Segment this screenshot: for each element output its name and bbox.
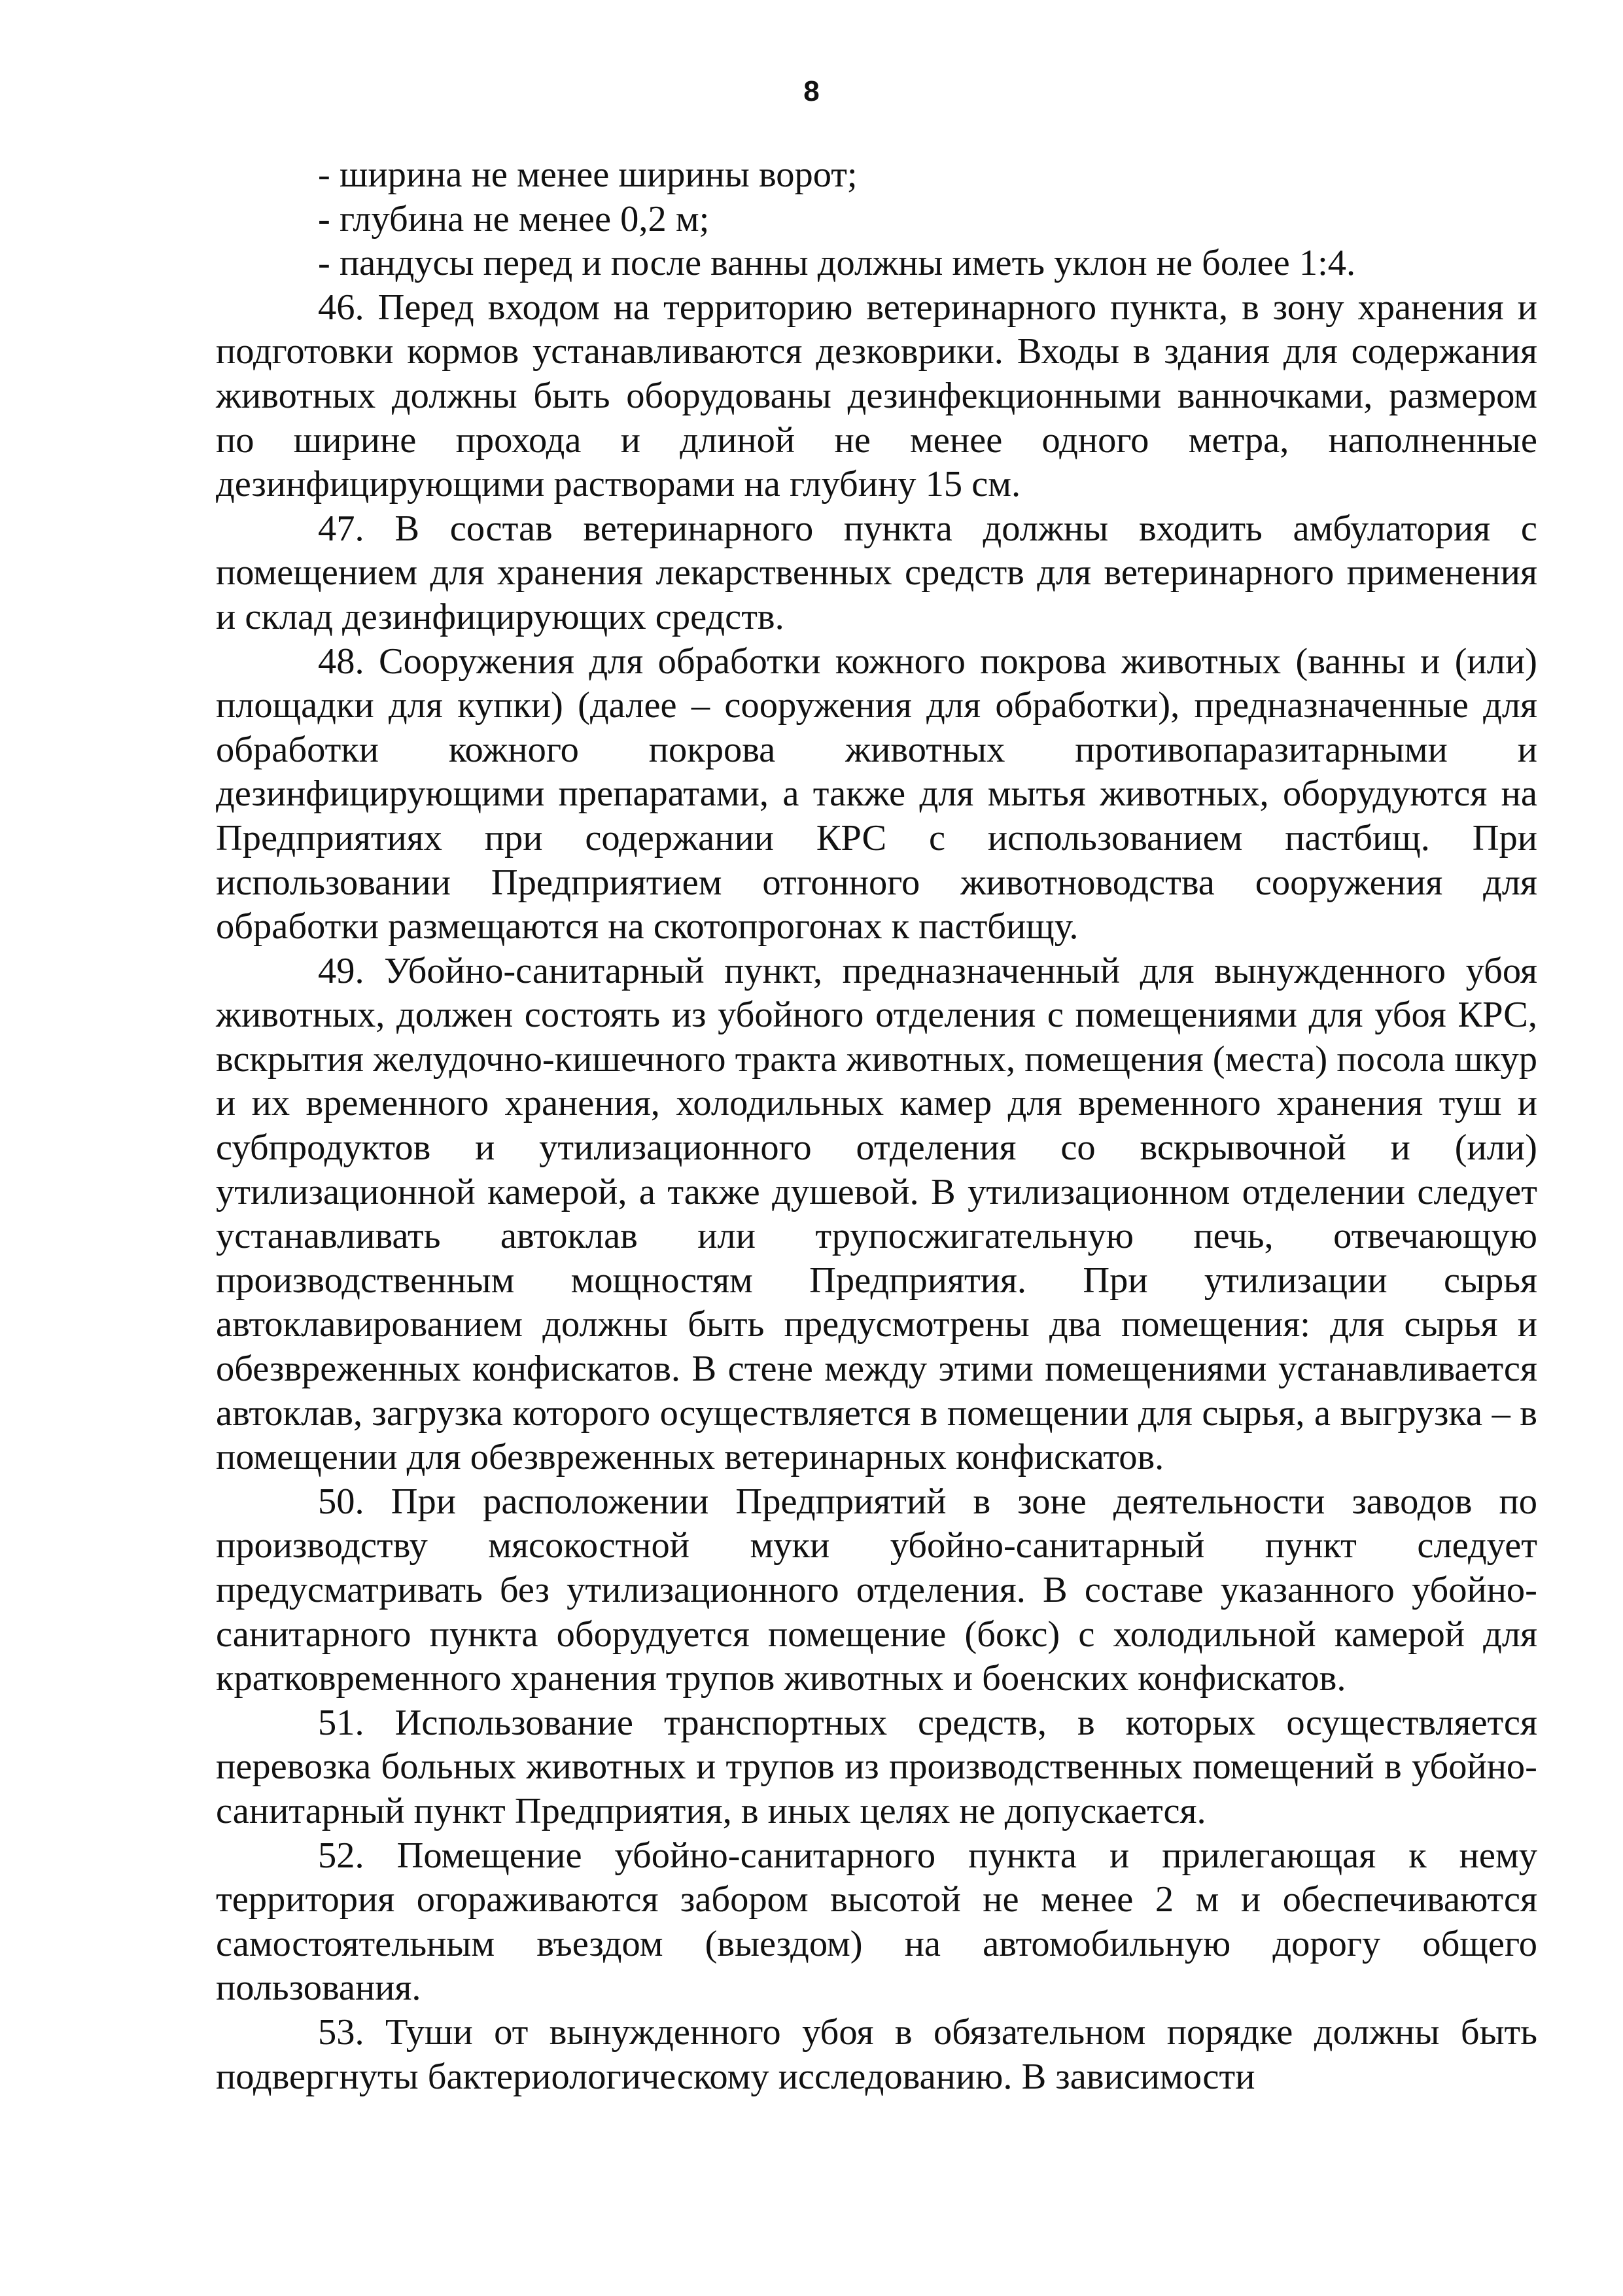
paragraph-49: 49. Убойно-санитарный пункт, предназначенный для вынужденного убоя животных, должен состоять из убойного отделения с помещениями для убоя КРС, вскрытия желудочно-кишечного тракта животных, помещения (места) посола шкур и их временного хранения, холодильных камер для временного хранения туш и субпродуктов и утилизационного отделения со вскрывочной и (или) утилизационной камерой, а также душевой. В утилизационном отделении следует устанавливать автоклав или трупосжигательную печь, отвечающую производственным мощностям Предприятия. При утилизации сырья автоклавированием должны быть предусмотрены два помещения: для сырья и обезвреженных конфискатов. В стене между этими помещениями устанавливается автоклав, загрузка которого осуществляется в помещении для сырья, а выгрузка – в помещении для обезвреженных ветеринарных конфискатов. [216,950,1537,1478]
paragraph-53: 53. Туши от вынужденного убоя в обязательном порядке должны быть подвергнуты бактериологическому исследованию. В зависимости [216,2011,1537,2097]
paragraph-50: 50. При расположении Предприятий в зоне деятельности заводов по производству мясокостной муки убойно-санитарный пункт следует предусматривать без утилизационного отделения. В составе указанного убойно-санитарного пункта оборудуется помещение (бокс) с холодильной камерой для кратковременного хранения трупов животных и боенских конфискатов. [216,1481,1537,1699]
paragraph-47: 47. В состав ветеринарного пункта должны входить амбулатория с помещением для хранения лекарственных средств для ветеринарного применения и склад дезинфицирующих средств. [216,508,1537,637]
document-body [216,153,1537,2099]
paragraph-depth: - глубина не менее 0,2 м; [318,198,710,239]
paragraph-52: 52. Помещение убойно-санитарного пункта и прилегающая к нему территория огораживаются забором высотой не менее 2 м и обеспечиваются самостоятельным въездом (выездом) на автомобильную дорогу общего пользования. [216,1835,1537,2009]
paragraph-ramps: - пандусы перед и после ванны должны иметь уклон не более 1:4. [318,243,1356,284]
paragraph-51: 51. Использование транспортных средств, в которых осуществляется перевозка больных животных и трупов из производственных помещений в убойно-санитарный пункт Предприятия, в иных целях не допускается. [216,1702,1537,1831]
paragraph-gate-width: - ширина не менее ширины ворот; [318,154,858,195]
paragraph-46: 46. Перед входом на территорию ветеринарного пункта, в зону хранения и подготовки кормов устанавливаются дезковрики. Входы в здания для содержания животных должны быть оборудованы дезинфекционными ванночками, размером по ширине прохода и длиной не менее одного метра, наполненные дезинфицирующими растворами на глубину 15 см. [216,287,1537,505]
page-number: 8 [803,75,820,107]
paragraph-48: 48. Сооружения для обработки кожного покрова животных (ванны и (или) площадки для купки) (далее – сооружения для обработки), предназначенные для обработки кожного покрова животных противопаразитарными и дезинфицирующими препаратами, а также для мытья животных, оборудуются на Предприятиях при содержании КРС с использованием пастбищ. При использовании Предприятием отгонного животноводства сооружения для обработки размещаются на скотопрогонах к пастбищу. [216,641,1537,947]
